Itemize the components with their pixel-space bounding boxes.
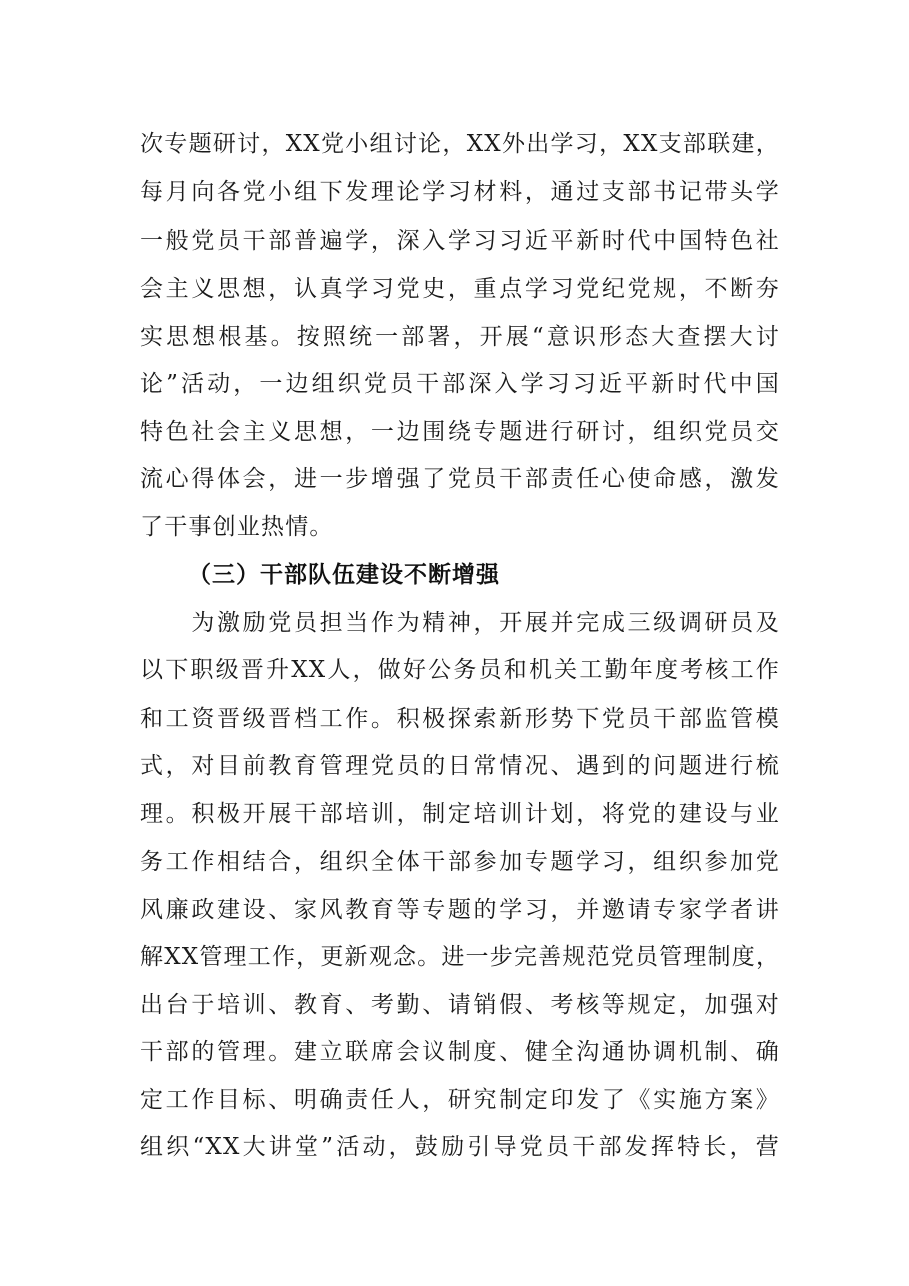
text-line: 流心得体会，进一步增强了党员干部责任心使命感，激发 — [140, 466, 780, 492]
text-line: 论”活动，一边组织党员干部深入学习习近平新时代中国 — [140, 371, 780, 397]
text-line: 每月向各党小组下发理论学习材料，通过支部书记带头学 — [140, 179, 780, 205]
section-heading: （三）干部队伍建设不断增强 — [188, 562, 500, 588]
text-line: 干部的管理。建立联席会议制度、健全沟通协调机制、确 — [140, 1039, 780, 1065]
text-line: 次专题研讨，XX党小组讨论，XX外出学习，XX支部联建， — [140, 131, 780, 157]
text-line: 和工资晋级晋档工作。积极探索新形势下党员干部监管模 — [140, 706, 780, 732]
text-line: 实思想根基。按照统一部署，开展“意识形态大查摆大讨 — [140, 324, 780, 350]
text-line: 会主义思想，认真学习党史，重点学习党纪党规，不断夯 — [140, 276, 780, 302]
text-line: 出台于培训、教育、考勤、请销假、考核等规定，加强对 — [140, 992, 780, 1018]
text-line: 务工作相结合，组织全体干部参加专题学习，组织参加党 — [140, 849, 780, 875]
text-line: 了干事创业热情。 — [140, 514, 334, 540]
text-line: 组织“XX大讲堂”活动，鼓励引导党员干部发挥特长，营 — [140, 1134, 780, 1160]
text-line: 为激励党员担当作为精神，开展并完成三级调研员及 — [140, 610, 780, 636]
text-line: 定工作目标、明确责任人，研究制定印发了《实施方案》 — [140, 1087, 780, 1113]
text-line: 一般党员干部普遍学，深入学习习近平新时代中国特色社 — [140, 228, 780, 254]
text-line: 理。积极开展干部培训，制定培训计划，将党的建设与业 — [140, 801, 780, 827]
text-line: 特色社会主义思想，一边围绕专题进行研讨，组织党员交 — [140, 419, 780, 445]
text-line: 解XX管理工作，更新观念。进一步完善规范党员管理制度， — [140, 944, 781, 970]
text-line: 风廉政建设、家风教育等专题的学习，并邀请专家学者讲 — [140, 897, 780, 923]
text-line: 式，对目前教育管理党员的日常情况、遇到的问题进行梳 — [140, 753, 780, 779]
text-line: 以下职级晋升XX人，做好公务员和机关工勤年度考核工作 — [140, 657, 780, 683]
